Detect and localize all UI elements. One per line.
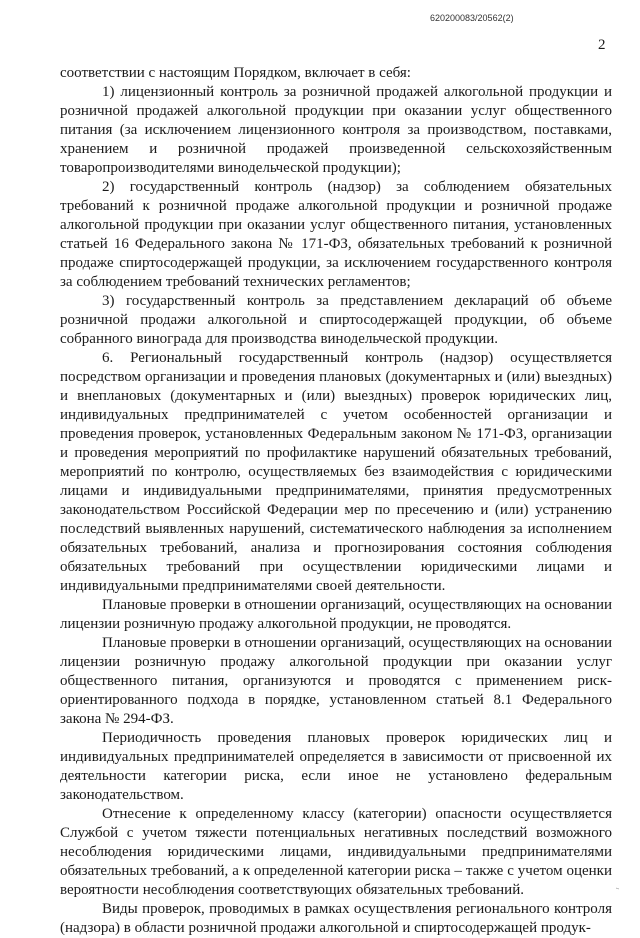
paragraph-planned-inspections-license: Плановые проверки в отношении организаций, осуществляющих на основании лицензии розничную продажу алкогольной продукции, не проводятся. bbox=[60, 597, 612, 632]
paragraph-continuation: соответствии с настоящим Порядком, включает в себя: bbox=[60, 65, 411, 81]
paragraph-section-6: 6. Региональный государственный контроль (надзор) осуществляется посредством организации и проведения плановых (документарных и (или) выездных) и внеплановых (документарных и (или) выездных) проверок юридических лиц, индивидуальных предпринимателей с учетом особенностей организации и проведения проверок, установленных Федеральным законом № 171-ФЗ, организации и проведения мероприятий по профилактике нарушений обязательных требований, мероприятий по контролю, осуществляемых без взаимодействия с юридическими лицами и индивидуальными предпринимателями, принятия предусмотренных законодательством Российской Федерации мер по пресечению и (или) устранению последствий выявленных нарушений, систематического наблюдения за исполнением обязательных требований, анализа и прогнозирования состояния соблюдения обязательных требований при осуществлении юридическими лицами и индивидуальными предпринимателями своей деятельности. bbox=[60, 350, 612, 594]
paragraph-planned-inspections-catering: Плановые проверки в отношении организаций, осуществляющих на основании лицензии розничную продажу алкогольной продукции при оказании услуг общественного питания, организуются и проводятся с применением риск-ориентированного подхода в порядке, установленном статьей 8.1 Федерального закона № 294-ФЗ. bbox=[60, 635, 612, 727]
paragraph-item-3: 3) государственный контроль за представлением деклараций об объеме розничной продажи алкогольной и спиртосодержащей продукции, об объеме собранного винограда для производства винодельческой продукции. bbox=[60, 293, 612, 347]
corner-scan-mark: ⸯ bbox=[616, 886, 627, 893]
document-body bbox=[60, 64, 612, 938]
paragraph-item-1: 1) лицензионный контроль за розничной продажей алкогольной продукции и розничной продажей алкогольной продукции при оказании услуг общественного питания (за исключением лицензионного контроля за производством, поставками, хранением и розничной продажей произведенной сельскохозяйственным товаропроизводителями винодельческой продукции); bbox=[60, 84, 612, 176]
paragraph-inspection-types: Виды проверок, проводимых в рамках осуществления регионального контроля (надзора) в области розничной продажи алкогольной и спиртосодержащей продук- bbox=[60, 901, 612, 936]
paragraph-item-2: 2) государственный контроль (надзор) за соблюдением обязательных требований к розничной продаже алкогольной продукции и розничной продаже алкогольной продукции при оказании услуг общественного питания, установленных статьей 16 Федерального закона № 171-ФЗ, обязательных требований к розничной продаже спиртосодержащей продукции, за исключением государственного контроля за соблюдением требований технических регламентов; bbox=[60, 179, 612, 290]
document-registration-number: 620200083/20562(2) bbox=[430, 13, 514, 23]
page-number: 2 bbox=[598, 37, 606, 53]
paragraph-inspection-frequency: Периодичность проведения плановых проверок юридических лиц и индивидуальных предпринимателей определяется в зависимости от присвоенной их деятельности категории риска, если иное не установлено федеральным законодательством. bbox=[60, 730, 612, 803]
paragraph-risk-category: Отнесение к определенному классу (категории) опасности осуществляется Службой с учетом тяжести потенциальных негативных последствий возможного несоблюдения юридическими лицами, индивидуальными предпринимателями обязательных требований, а к определенной категории риска – также с учетом оценки вероятности несоблюдения соответствующих обязательных требований. bbox=[60, 806, 612, 898]
